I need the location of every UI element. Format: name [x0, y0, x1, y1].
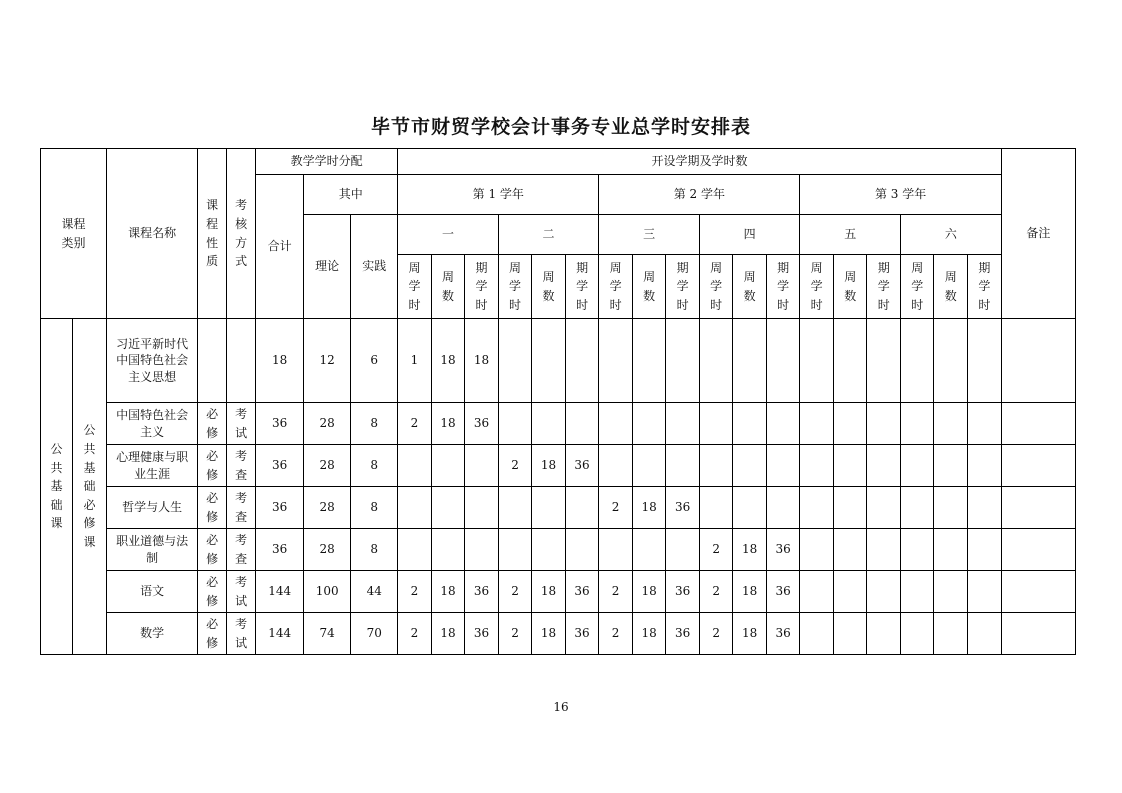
- semester-6-weekly-hours: [900, 487, 934, 529]
- semester-1-weeks: 18: [431, 571, 465, 613]
- header-category: 课程类别: [41, 149, 107, 319]
- course-nature: 必修: [198, 529, 227, 571]
- course-nature: 必修: [198, 613, 227, 655]
- course-remark: [1001, 571, 1075, 613]
- course-total-hours: 36: [256, 445, 304, 487]
- header-year-2: 第 2 学年: [599, 175, 800, 215]
- semester-4-weekly-hours: 2: [699, 613, 733, 655]
- semester-2-term-hours: [565, 529, 599, 571]
- semester-3-weeks: 18: [632, 487, 666, 529]
- semester-5-term-hours: [867, 571, 901, 613]
- header-sub-s2-1: 周学时: [498, 255, 532, 319]
- semester-6-weeks: [934, 571, 968, 613]
- header-total: 合计: [256, 175, 304, 319]
- semester-1-weekly-hours: [398, 445, 432, 487]
- semester-5-weeks: [833, 529, 867, 571]
- page-number: 16: [553, 700, 569, 714]
- semester-3-weeks: [632, 319, 666, 403]
- course-total-hours: 36: [256, 529, 304, 571]
- header-practice: 实践: [351, 215, 398, 319]
- header-semester-4: 四: [699, 215, 800, 255]
- semester-6-term-hours: [968, 613, 1002, 655]
- semester-2-weeks: [532, 529, 566, 571]
- header-sub-s4-3: 期学时: [766, 255, 800, 319]
- semester-3-term-hours: [666, 319, 700, 403]
- semester-5-weeks: [833, 487, 867, 529]
- semester-1-weekly-hours: 1: [398, 319, 432, 403]
- semester-4-term-hours: 36: [766, 529, 800, 571]
- header-sub-s4-1: 周学时: [699, 255, 733, 319]
- course-remark: [1001, 613, 1075, 655]
- header-sub-s3-2: 周数: [632, 255, 666, 319]
- semester-4-weeks: 18: [733, 529, 767, 571]
- course-nature: 必修: [198, 571, 227, 613]
- semester-6-weekly-hours: [900, 319, 934, 403]
- semester-5-weekly-hours: [800, 571, 834, 613]
- semester-1-term-hours: 18: [465, 319, 499, 403]
- semester-1-term-hours: 36: [465, 403, 499, 445]
- course-remark: [1001, 529, 1075, 571]
- header-sub-s1-2: 周数: [431, 255, 465, 319]
- semester-6-term-hours: [968, 445, 1002, 487]
- semester-1-weeks: 18: [431, 319, 465, 403]
- header-sub-s3-3: 期学时: [666, 255, 700, 319]
- header-semester-1: 一: [398, 215, 499, 255]
- course-theory-hours: 28: [304, 445, 351, 487]
- semester-3-weekly-hours: [599, 319, 633, 403]
- header-sub-s3-1: 周学时: [599, 255, 633, 319]
- course-name: 哲学与人生: [107, 487, 198, 529]
- semester-6-weeks: [934, 445, 968, 487]
- semester-1-weeks: [431, 487, 465, 529]
- semester-5-weekly-hours: [800, 529, 834, 571]
- semester-6-term-hours: [968, 319, 1002, 403]
- semester-5-weeks: [833, 445, 867, 487]
- course-total-hours: 144: [256, 571, 304, 613]
- semester-5-term-hours: [867, 613, 901, 655]
- header-schedule: 开设学期及学时数: [398, 149, 1002, 175]
- semester-3-term-hours: 36: [666, 487, 700, 529]
- table-row: [41, 613, 1076, 655]
- semester-4-weekly-hours: [699, 445, 733, 487]
- semester-5-weeks: [833, 319, 867, 403]
- header-teaching-hours: 教学学时分配: [256, 149, 398, 175]
- semester-2-term-hours: 36: [565, 445, 599, 487]
- table-row: [41, 445, 1076, 487]
- semester-1-weeks: 18: [431, 613, 465, 655]
- semester-6-weekly-hours: [900, 403, 934, 445]
- semester-2-weeks: 18: [532, 445, 566, 487]
- semester-6-weeks: [934, 529, 968, 571]
- semester-4-weeks: [733, 403, 767, 445]
- semester-1-term-hours: [465, 529, 499, 571]
- semester-5-weekly-hours: [800, 403, 834, 445]
- table-row: [41, 403, 1076, 445]
- semester-2-weeks: [532, 319, 566, 403]
- semester-2-weeks: [532, 487, 566, 529]
- semester-3-weeks: 18: [632, 613, 666, 655]
- semester-2-weeks: [532, 403, 566, 445]
- course-name: 数学: [107, 613, 198, 655]
- semester-1-term-hours: 36: [465, 613, 499, 655]
- course-remark: [1001, 445, 1075, 487]
- semester-5-weekly-hours: [800, 613, 834, 655]
- course-practice-hours: 8: [351, 529, 398, 571]
- semester-4-weeks: [733, 319, 767, 403]
- course-name: 心理健康与职业生涯: [107, 445, 198, 487]
- course-practice-hours: 8: [351, 403, 398, 445]
- course-theory-hours: 100: [304, 571, 351, 613]
- semester-1-term-hours: 36: [465, 571, 499, 613]
- header-semester-5: 五: [800, 215, 901, 255]
- semester-4-term-hours: 36: [766, 613, 800, 655]
- header-remark: 备注: [1001, 149, 1075, 319]
- header-sub-s1-1: 周学时: [398, 255, 432, 319]
- header-year-1: 第 1 学年: [398, 175, 599, 215]
- semester-6-weekly-hours: [900, 529, 934, 571]
- group-outer-label: 公共基础课: [41, 319, 73, 655]
- semester-2-weekly-hours: 2: [498, 613, 532, 655]
- course-assessment: 考查: [227, 445, 256, 487]
- course-remark: [1001, 319, 1075, 403]
- header-year-3: 第 3 学年: [800, 175, 1001, 215]
- semester-3-weeks: [632, 529, 666, 571]
- semester-3-weeks: [632, 403, 666, 445]
- semester-4-term-hours: [766, 403, 800, 445]
- course-total-hours: 144: [256, 613, 304, 655]
- semester-3-weekly-hours: 2: [599, 571, 633, 613]
- semester-6-weeks: [934, 487, 968, 529]
- course-assessment: 考查: [227, 487, 256, 529]
- course-total-hours: 36: [256, 487, 304, 529]
- semester-2-weekly-hours: [498, 487, 532, 529]
- course-theory-hours: 28: [304, 529, 351, 571]
- semester-3-term-hours: 36: [666, 571, 700, 613]
- course-remark: [1001, 403, 1075, 445]
- semester-4-weekly-hours: [699, 487, 733, 529]
- header-course-name: 课程名称: [107, 149, 198, 319]
- course-assessment: [227, 319, 256, 403]
- semester-4-weekly-hours: [699, 319, 733, 403]
- semester-2-weeks: 18: [532, 613, 566, 655]
- semester-3-term-hours: [666, 445, 700, 487]
- header-sub-s6-3: 期学时: [968, 255, 1002, 319]
- semester-1-weekly-hours: 2: [398, 403, 432, 445]
- course-nature: [198, 319, 227, 403]
- table-row: [41, 571, 1076, 613]
- course-name: 语文: [107, 571, 198, 613]
- semester-2-weekly-hours: [498, 529, 532, 571]
- course-total-hours: 36: [256, 403, 304, 445]
- semester-4-weeks: [733, 445, 767, 487]
- semester-6-term-hours: [968, 403, 1002, 445]
- semester-4-weeks: 18: [733, 613, 767, 655]
- semester-6-weekly-hours: [900, 445, 934, 487]
- course-assessment: 考试: [227, 613, 256, 655]
- semester-2-weekly-hours: [498, 403, 532, 445]
- semester-3-weekly-hours: [599, 445, 633, 487]
- header-semester-6: 六: [900, 215, 1001, 255]
- header-sub-s5-1: 周学时: [800, 255, 834, 319]
- semester-1-weekly-hours: [398, 529, 432, 571]
- semester-3-term-hours: [666, 403, 700, 445]
- schedule-table: [40, 148, 1076, 655]
- semester-5-term-hours: [867, 403, 901, 445]
- semester-1-term-hours: [465, 445, 499, 487]
- header-sub-s4-2: 周数: [733, 255, 767, 319]
- course-nature: 必修: [198, 403, 227, 445]
- course-nature: 必修: [198, 445, 227, 487]
- header-assessment: 考核方式: [227, 149, 256, 319]
- course-theory-hours: 12: [304, 319, 351, 403]
- semester-6-weeks: [934, 319, 968, 403]
- semester-1-term-hours: [465, 487, 499, 529]
- semester-3-weeks: 18: [632, 571, 666, 613]
- semester-2-weekly-hours: 2: [498, 445, 532, 487]
- course-name: 中国特色社会主义: [107, 403, 198, 445]
- semester-5-weekly-hours: [800, 445, 834, 487]
- course-name: 习近平新时代中国特色社会主义思想: [107, 319, 198, 403]
- course-practice-hours: 44: [351, 571, 398, 613]
- semester-1-weeks: 18: [431, 403, 465, 445]
- course-assessment: 考试: [227, 403, 256, 445]
- semester-6-term-hours: [968, 529, 1002, 571]
- semester-2-weeks: 18: [532, 571, 566, 613]
- semester-5-weekly-hours: [800, 319, 834, 403]
- semester-1-weekly-hours: 2: [398, 613, 432, 655]
- semester-2-weekly-hours: 2: [498, 571, 532, 613]
- semester-2-term-hours: [565, 487, 599, 529]
- header-sub-s5-3: 期学时: [867, 255, 901, 319]
- course-theory-hours: 74: [304, 613, 351, 655]
- course-name: 职业道德与法制: [107, 529, 198, 571]
- header-theory: 理论: [304, 215, 351, 319]
- semester-6-term-hours: [968, 487, 1002, 529]
- header-semester-2: 二: [498, 215, 599, 255]
- course-theory-hours: 28: [304, 403, 351, 445]
- semester-1-weeks: [431, 445, 465, 487]
- semester-4-term-hours: [766, 487, 800, 529]
- semester-3-weekly-hours: [599, 529, 633, 571]
- header-sub-s6-2: 周数: [934, 255, 968, 319]
- semester-4-weekly-hours: 2: [699, 571, 733, 613]
- semester-4-term-hours: [766, 319, 800, 403]
- group-inner-label: 公共基础必修课: [73, 319, 107, 655]
- course-assessment: 考试: [227, 571, 256, 613]
- semester-3-weekly-hours: 2: [599, 613, 633, 655]
- header-sub-s1-3: 期学时: [465, 255, 499, 319]
- header-sub-s2-3: 期学时: [565, 255, 599, 319]
- semester-5-weekly-hours: [800, 487, 834, 529]
- semester-6-weeks: [934, 613, 968, 655]
- course-practice-hours: 70: [351, 613, 398, 655]
- page-title: 毕节市财贸学校会计事务专业总学时安排表: [370, 116, 751, 138]
- semester-1-weekly-hours: [398, 487, 432, 529]
- semester-4-weekly-hours: 2: [699, 529, 733, 571]
- header-semester-3: 三: [599, 215, 700, 255]
- semester-6-weeks: [934, 403, 968, 445]
- semester-3-weekly-hours: 2: [599, 487, 633, 529]
- semester-3-term-hours: 36: [666, 613, 700, 655]
- semester-4-weeks: [733, 487, 767, 529]
- header-sub-s2-2: 周数: [532, 255, 566, 319]
- semester-6-weekly-hours: [900, 613, 934, 655]
- semester-3-weekly-hours: [599, 403, 633, 445]
- table-row: [41, 319, 1076, 403]
- semester-2-term-hours: 36: [565, 613, 599, 655]
- table-row: [41, 529, 1076, 571]
- semester-6-term-hours: [968, 571, 1002, 613]
- course-nature: 必修: [198, 487, 227, 529]
- course-practice-hours: 8: [351, 487, 398, 529]
- semester-5-term-hours: [867, 445, 901, 487]
- semester-4-term-hours: [766, 445, 800, 487]
- semester-1-weeks: [431, 529, 465, 571]
- semester-5-weeks: [833, 403, 867, 445]
- course-practice-hours: 8: [351, 445, 398, 487]
- course-total-hours: 18: [256, 319, 304, 403]
- semester-1-weekly-hours: 2: [398, 571, 432, 613]
- header-sub-s6-1: 周学时: [900, 255, 934, 319]
- course-practice-hours: 6: [351, 319, 398, 403]
- semester-5-weeks: [833, 571, 867, 613]
- course-assessment: 考查: [227, 529, 256, 571]
- semester-4-weekly-hours: [699, 403, 733, 445]
- semester-5-term-hours: [867, 529, 901, 571]
- semester-5-term-hours: [867, 487, 901, 529]
- semester-2-term-hours: 36: [565, 571, 599, 613]
- semester-2-weekly-hours: [498, 319, 532, 403]
- header-nature: 课程性质: [198, 149, 227, 319]
- semester-2-term-hours: [565, 403, 599, 445]
- semester-4-weeks: 18: [733, 571, 767, 613]
- semester-3-term-hours: [666, 529, 700, 571]
- semester-4-term-hours: 36: [766, 571, 800, 613]
- header-among: 其中: [304, 175, 398, 215]
- semester-5-weeks: [833, 613, 867, 655]
- course-remark: [1001, 487, 1075, 529]
- semester-3-weeks: [632, 445, 666, 487]
- header-sub-s5-2: 周数: [833, 255, 867, 319]
- course-theory-hours: 28: [304, 487, 351, 529]
- table-row: [41, 487, 1076, 529]
- semester-5-term-hours: [867, 319, 901, 403]
- semester-6-weekly-hours: [900, 571, 934, 613]
- semester-2-term-hours: [565, 319, 599, 403]
